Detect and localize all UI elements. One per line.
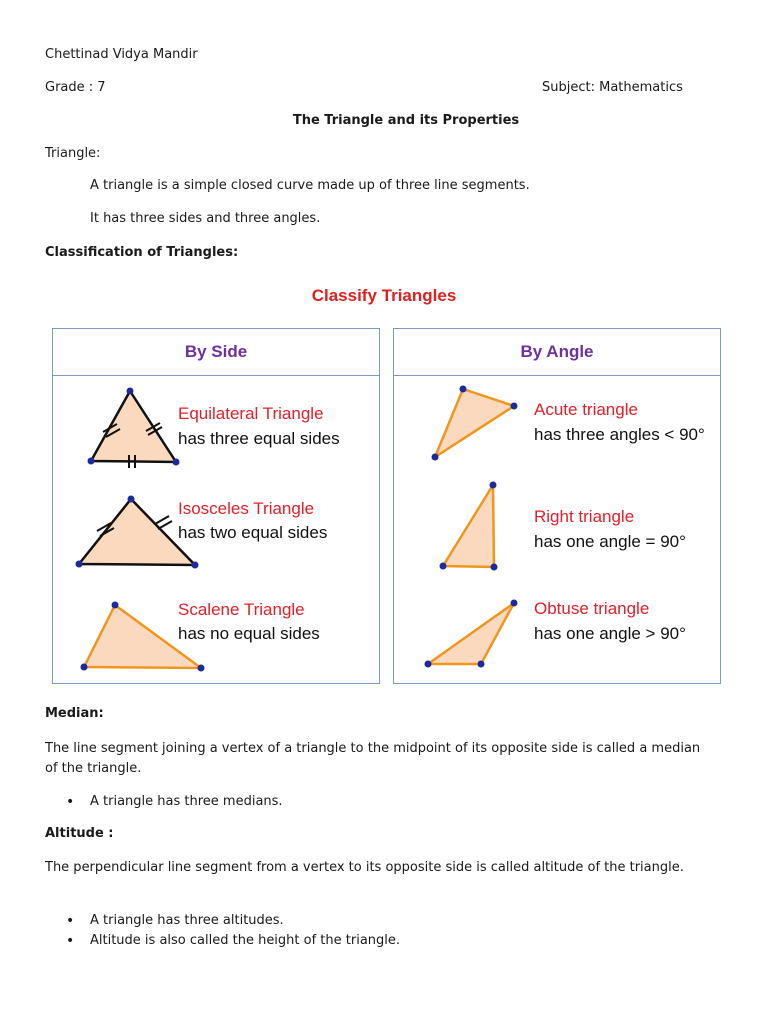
altitude-definition: The perpendicular line segment from a vertex to its opposite side is called altitude of the triangle. [45, 860, 684, 875]
obtuse-name: Obtuse triangle [534, 599, 650, 618]
by-angle-header: By Angle [394, 329, 720, 376]
figure-title: Classify Triangles [311, 286, 457, 305]
triangle-heading: Triangle: [45, 146, 101, 161]
acute-name: Acute triangle [534, 400, 638, 419]
list-item: • A triangle has three altitudes. [66, 911, 400, 931]
by-side-header: By Side [53, 329, 379, 376]
right-triangle-figure [440, 482, 498, 571]
subject-label: Subject: Mathematics [542, 80, 683, 95]
altitude-heading: Altitude : [45, 826, 114, 841]
equilateral-name: Equilateral Triangle [178, 404, 324, 423]
scalene-desc: has no equal sides [178, 624, 320, 643]
obtuse-triangle-figure [425, 600, 518, 668]
classification-heading: Classification of Triangles: [45, 245, 239, 260]
equilateral-desc: has three equal sides [178, 429, 340, 448]
acute-desc: has three angles < 90° [534, 425, 705, 444]
document-title: The Triangle and its Properties [292, 113, 520, 128]
triangle-definition: A triangle is a simple closed curve made up of three line segments. [90, 178, 530, 193]
right-name: Right triangle [534, 507, 635, 526]
school-name: Chettinad Vidya Mandir [45, 47, 198, 62]
acute-triangle-figure [432, 386, 518, 461]
isosceles-name: Isosceles Triangle [178, 499, 315, 518]
median-definition: The line segment joining a vertex of a triangle to the midpoint of its opposite side is called a median of the triangle. [45, 741, 701, 776]
altitude-bullets [66, 911, 400, 951]
list-item: • Altitude is also called the height of the triangle. [66, 931, 400, 951]
median-heading: Median: [45, 706, 104, 721]
right-desc: has one angle = 90° [534, 532, 686, 551]
isosceles-desc: has two equal sides [178, 523, 328, 542]
obtuse-desc: has one angle > 90° [534, 624, 686, 643]
equilateral-triangle-figure [88, 388, 180, 469]
median-bullets [66, 792, 283, 812]
triangle-sides-angles: It has three sides and three angles. [90, 211, 321, 226]
grade-label: Grade : 7 [45, 80, 106, 95]
list-item: • A triangle has three medians. [66, 792, 283, 812]
scalene-name: Scalene Triangle [178, 600, 305, 619]
